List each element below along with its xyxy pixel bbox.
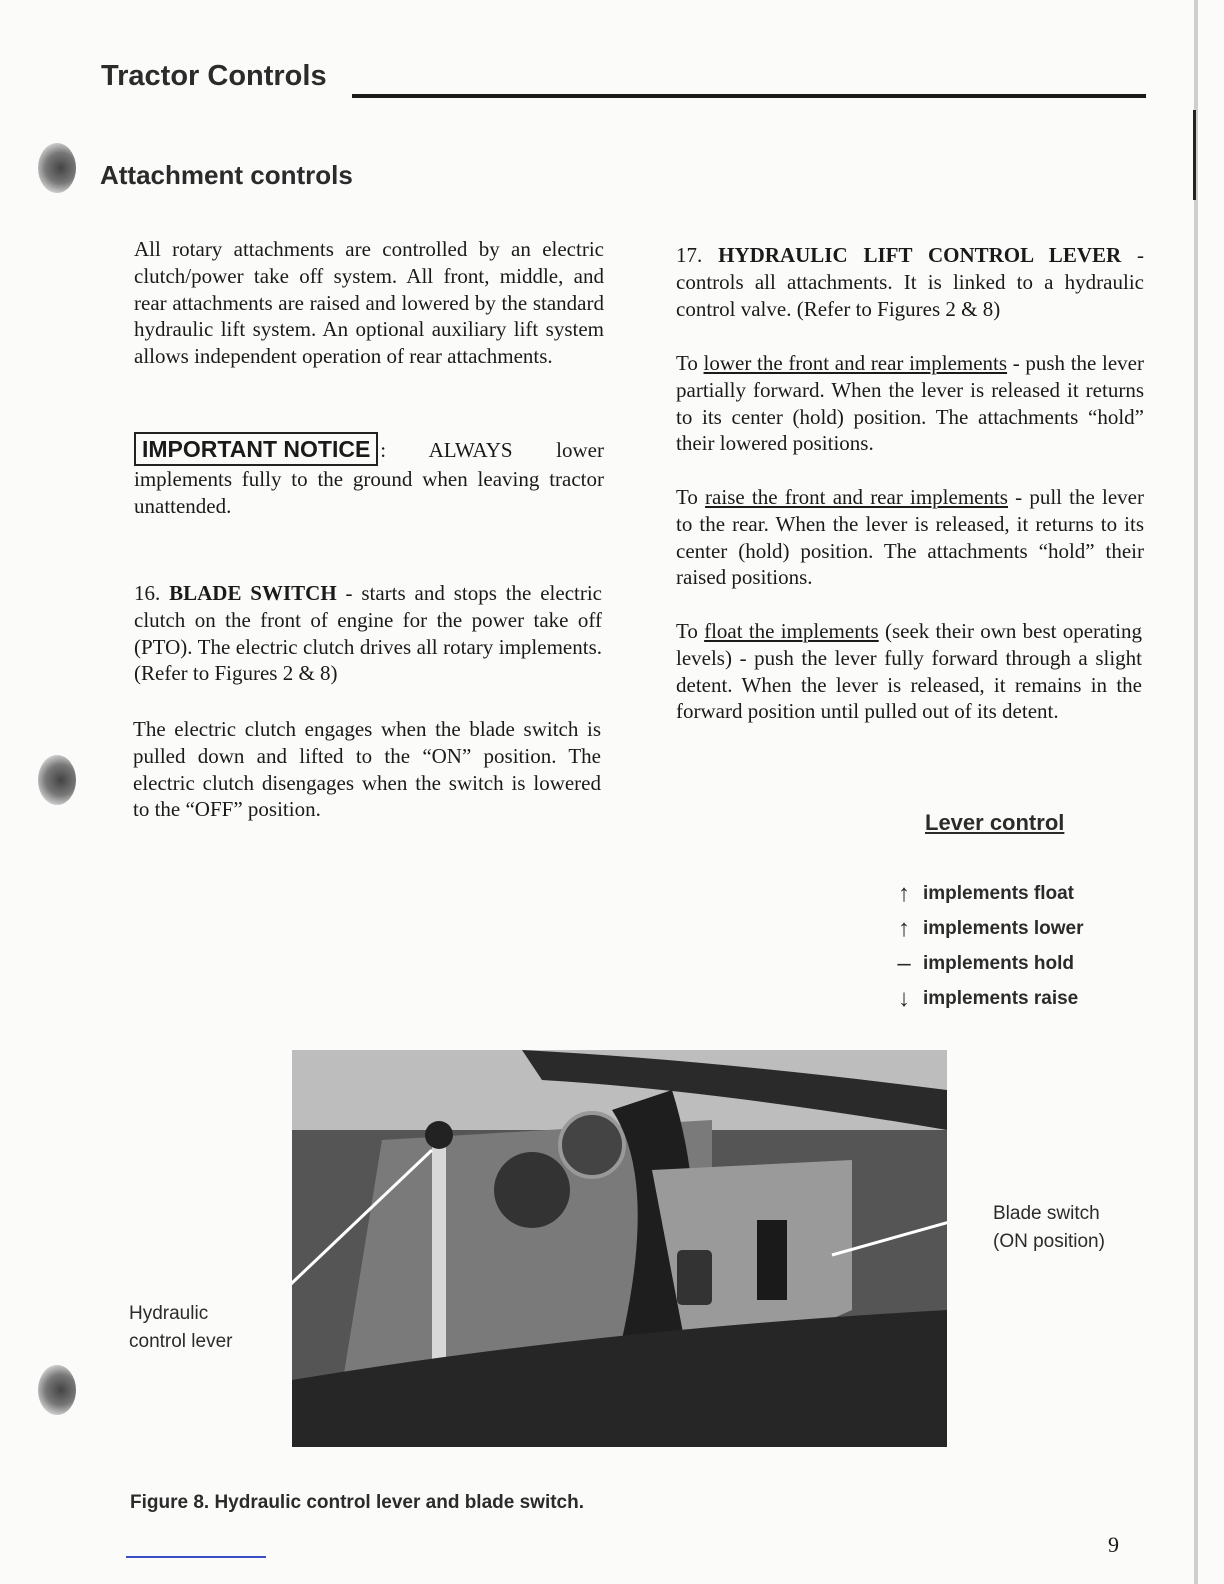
important-notice bbox=[134, 432, 604, 520]
text: - push the lever partially forward. When the lever is released it returns to its center (hold) position. The attachments “hold” their lowered positions. bbox=[676, 351, 1144, 456]
text: To bbox=[676, 351, 704, 375]
notice-text: : ALWAYS lower implements fully to the ground when leaving tractor unattended. bbox=[134, 438, 604, 518]
item-text: - controls all attachments. It is linked to a hydraulic control valve. (Refer to Figures 2 & 8) bbox=[676, 243, 1145, 321]
lever-control-list bbox=[885, 876, 1084, 1016]
hydraulic-lever-label bbox=[129, 1300, 233, 1356]
punch-hole-icon bbox=[38, 1365, 76, 1415]
scan-edge-mark bbox=[1193, 110, 1196, 200]
label-line: Blade switch bbox=[993, 1203, 1100, 1224]
float-paragraph bbox=[676, 618, 1142, 725]
punch-hole-icon bbox=[38, 755, 76, 805]
underlined-text: float the implements bbox=[704, 619, 879, 643]
lever-control-title: Lever control bbox=[925, 810, 1065, 835]
arrow-up-icon: ↑ bbox=[898, 914, 910, 942]
arrow-down-icon: ↓ bbox=[898, 984, 910, 1012]
page-title: Tractor Controls bbox=[101, 60, 327, 92]
label-line: (ON position) bbox=[993, 1231, 1105, 1252]
lever-item-label: implements hold bbox=[923, 952, 1074, 974]
scan-edge bbox=[1194, 0, 1198, 1584]
dash-icon: – bbox=[897, 949, 911, 977]
label-line: control lever bbox=[129, 1331, 233, 1352]
item-title: BLADE SWITCH bbox=[169, 581, 337, 605]
item-number: 16. bbox=[134, 581, 161, 605]
lever-item-label: implements raise bbox=[923, 987, 1079, 1009]
lever-item bbox=[885, 946, 1084, 981]
underlined-text: lower the front and rear implements bbox=[703, 351, 1008, 375]
lever-item-label: implements lower bbox=[923, 917, 1084, 939]
lever-item-label: implements float bbox=[923, 882, 1074, 904]
label-line: Hydraulic bbox=[129, 1303, 209, 1324]
figure-caption: Figure 8. Hydraulic control lever and blade switch. bbox=[130, 1492, 585, 1513]
tractor-dashboard-photo bbox=[292, 1050, 947, 1447]
lever-item bbox=[885, 981, 1084, 1016]
page-number: 9 bbox=[1108, 1532, 1119, 1557]
clutch-paragraph: The electric clutch engages when the blade switch is pulled down and lifted to the “ON” position. The electric clutch disengages when the switch is lowered to the “OFF” position. bbox=[133, 717, 601, 822]
text: To bbox=[676, 485, 706, 509]
blade-switch-label bbox=[993, 1200, 1105, 1256]
lever-item bbox=[885, 911, 1084, 946]
item-title: HYDRAULIC LIFT CONTROL LEVER bbox=[718, 243, 1122, 267]
section-title: Attachment controls bbox=[100, 160, 353, 190]
text: (seek their own best operating levels) - push the lever fully forward through a slight detent. When the lever is released, it remains in the forward position until pulled out of its detent. bbox=[676, 619, 1142, 724]
item-number: 17. bbox=[676, 243, 703, 267]
photo-illustration bbox=[292, 1050, 947, 1447]
footer-rule bbox=[126, 1556, 266, 1558]
lower-paragraph bbox=[676, 350, 1144, 457]
item-text: - starts and stops the electric clutch on the front of engine for the power take off (PTO). The electric clutch drives all rotary implements. (Refer to Figures 2 & 8) bbox=[134, 581, 603, 686]
blade-switch-paragraph bbox=[134, 580, 602, 687]
lever-item bbox=[885, 876, 1084, 911]
text: - pull the lever to the rear. When the lever is released, it returns to its center (hold) position. The attachments “hold” their raised positions. bbox=[676, 485, 1144, 590]
intro-paragraph: All rotary attachments are controlled by an electric clutch/power take off system. All front, middle, and rear attachments are raised and lowered by the standard hydraulic lift system. An optional auxiliary lift system allows independent operation of rear attachments. bbox=[134, 237, 604, 369]
underlined-text: raise the front and rear implements bbox=[705, 485, 1008, 509]
title-rule bbox=[352, 94, 1146, 98]
punch-hole-icon bbox=[38, 143, 76, 193]
raise-paragraph bbox=[676, 484, 1144, 591]
notice-label: IMPORTANT NOTICE bbox=[134, 432, 378, 466]
arrow-up-icon: ↑ bbox=[898, 879, 910, 907]
text: To bbox=[676, 619, 705, 643]
hydraulic-lever-paragraph bbox=[676, 242, 1144, 322]
